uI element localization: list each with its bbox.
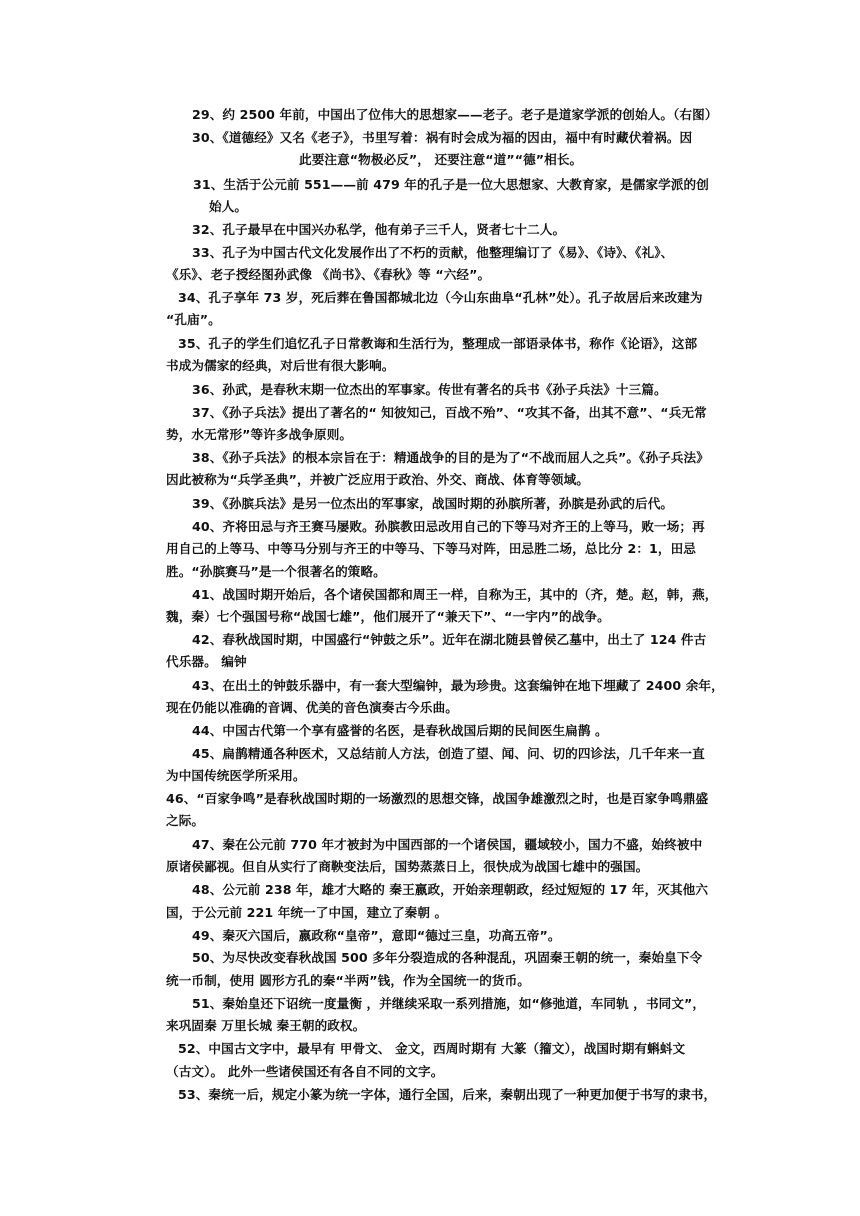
text-line: 《乐》、老子授经图孙武像 《尚书》、《春秋》等 “六经”。 bbox=[166, 267, 491, 282]
text-line: 之际。 bbox=[166, 813, 205, 828]
text-line: 势，水无常形”等许多战争原则。 bbox=[166, 427, 353, 442]
text-line: “孔庙”。 bbox=[166, 312, 221, 327]
text-line: 代乐器。 编钟 bbox=[166, 654, 247, 669]
text-line: 统一币制，使用 圆形方孔的秦“半两”钱，作为全国统一的货币。 bbox=[166, 973, 530, 988]
text-line: 魏，秦）七个强国号称“战国七雄”，他们展开了“兼天下”、“一宇内”的战争。 bbox=[166, 609, 610, 624]
text-line: 始人。 bbox=[209, 199, 248, 214]
text-line: 52、中国古文字中，最早有 甲骨文、 金文，西周时期有 大篆（籀文），战国时期有蝌蚪文 bbox=[178, 1041, 686, 1056]
text-line: 39、《孙膑兵法》是另一位杰出的军事家，战国时期的孙膑所著，孙膑是孙武的后代。 bbox=[192, 496, 674, 511]
text-line: 43、在出土的钟鼓乐器中，有一套大型编钟，最为珍贵。这套编钟在地下埋藏了 2400 余年， bbox=[192, 678, 724, 693]
text-line: 31、生活于公元前 551——前 479 年的孔子是一位大思想家、大教育家，是儒家学派的创 bbox=[193, 177, 709, 192]
text-line: 书成为儒家的经典，对后世有很大影响。 bbox=[166, 358, 395, 373]
text-line: 胜。“孙膑赛马”是一个很著名的策略。 bbox=[166, 564, 386, 579]
text-line: 29、约 2500 年前，中国出了位伟大的思想家——老子。老子是道家学派的创始人。（右图） bbox=[192, 107, 718, 122]
text-line: 46、“百家争鸣”是春秋战国时期的一场激烈的思想交锋，战国争雄激烈之时，也是百家争鸣鼎盛 bbox=[166, 791, 709, 806]
text-line: 44、中国古代第一个享有盛誉的名医，是春秋战国后期的民间医生扁鹊 。 bbox=[192, 723, 608, 738]
text-line: 此要注意“物极必反”， 还要注意“道”“德”相长。 bbox=[299, 152, 583, 167]
text-line: 因此被称为“兵学圣典”，并被广泛应用于政治、外交、商战、体育等领域。 bbox=[166, 472, 589, 487]
text-line: 现在仍能以准确的音调、优美的音色演奏古今乐曲。 bbox=[166, 700, 458, 715]
text-line: 用自己的上等马、中等马分别与齐王的中等马、下等马对阵，田忌胜二场，总比分 2：1，田忌 bbox=[166, 541, 696, 556]
text-line: 32、孔子最早在中国兴办私学，他有弟子三千人，贤者七十二人。 bbox=[192, 222, 566, 237]
text-line: 30、《道德经》又名《老子》，书里写着：祸有时会成为福的因由，福中有时藏伏着祸。因 bbox=[192, 130, 693, 145]
text-line: 42、春秋战国时期，中国盛行“钟鼓之乐”。近年在湖北随县曾侯乙墓中，出土了 124 件古 bbox=[192, 632, 707, 647]
text-line: 来巩固秦 万里长城 秦王朝的政权。 bbox=[166, 1018, 366, 1033]
text-line: 33、孔子为中国古代文化发展作出了不朽的贡献，他整理编订了《易》、《诗》、《礼》、 bbox=[192, 245, 674, 260]
text-line: 为中国传统医学所采用。 bbox=[166, 768, 306, 783]
text-line: 35、孔子的学生们追忆孔子日常教诲和生活行为，整理成一部语录体书，称作《论语》，这部 bbox=[178, 336, 698, 351]
text-line: 38、《孙子兵法》的根本宗旨在于：精通战争的目的是为了“不战而屈人之兵”。《孙子兵法》 bbox=[192, 450, 709, 465]
text-line: 51、秦始皇还下诏统一度量衡 ，并继续采取一系列措施，如“修弛道，车同轨 ，书同文”， bbox=[192, 996, 706, 1011]
text-line: 41、战国时期开始后，各个诸侯国都和周王一样，自称为王，其中的（齐，楚。赵，韩，燕， bbox=[192, 587, 718, 602]
text-line: 37、《孙子兵法》提出了著名的“ 知彼知己，百战不殆”、“攻其不备，出其不意”、“兵无常 bbox=[192, 405, 707, 420]
text-line: 40、齐将田忌与齐王赛马屡败。孙膑教田忌改用自己的下等马对齐王的上等马，败一场；再 bbox=[192, 519, 705, 534]
text-line: （古文）。 此外一些诸侯国还有各自不同的文字。 bbox=[166, 1064, 444, 1079]
text-line: 45、扁鹊精通各种医术，又总结前人方法，创造了望、闻、问、切的四诊法，几千年来一直 bbox=[192, 746, 705, 761]
text-line: 50、为尽快改变春秋战国 500 多年分裂造成的各种混乱，巩固秦王朝的统一，秦始皇下令 bbox=[192, 950, 703, 965]
text-line: 53、秦统一后，规定小篆为统一字体，通行全国，后来，秦朝出现了一种更加便于书写的隶书， bbox=[178, 1087, 717, 1102]
text-line: 34、孔子享年 73 岁，死后葬在鲁国都城北边（今山东曲阜“孔林”处）。孔子故居后来改建为 bbox=[178, 290, 703, 305]
text-line: 47、秦在公元前 770 年才被封为中国西部的一个诸侯国，疆域较小，国力不盛，始终被中 bbox=[192, 837, 703, 852]
text-line: 国，于公元前 221 年统一了中国，建立了秦朝 。 bbox=[166, 905, 448, 920]
text-line: 49、秦灭六国后，嬴政称“皇帝”，意即“德过三皇，功高五帝”。 bbox=[192, 928, 561, 943]
text-line: 36、孙武，是春秋末期一位杰出的军事家。传世有著名的兵书《孙子兵法》十三篇。 bbox=[192, 382, 667, 397]
text-line: 48、公元前 238 年，雄才大略的 秦王嬴政，开始亲理朝政，经过短短的 17 年，灭其他六 bbox=[192, 882, 709, 897]
text-line: 原诸侯鄙视。但自从实行了商鞅变法后，国势蒸蒸日上，很快成为战国七雄中的强国。 bbox=[166, 859, 649, 874]
